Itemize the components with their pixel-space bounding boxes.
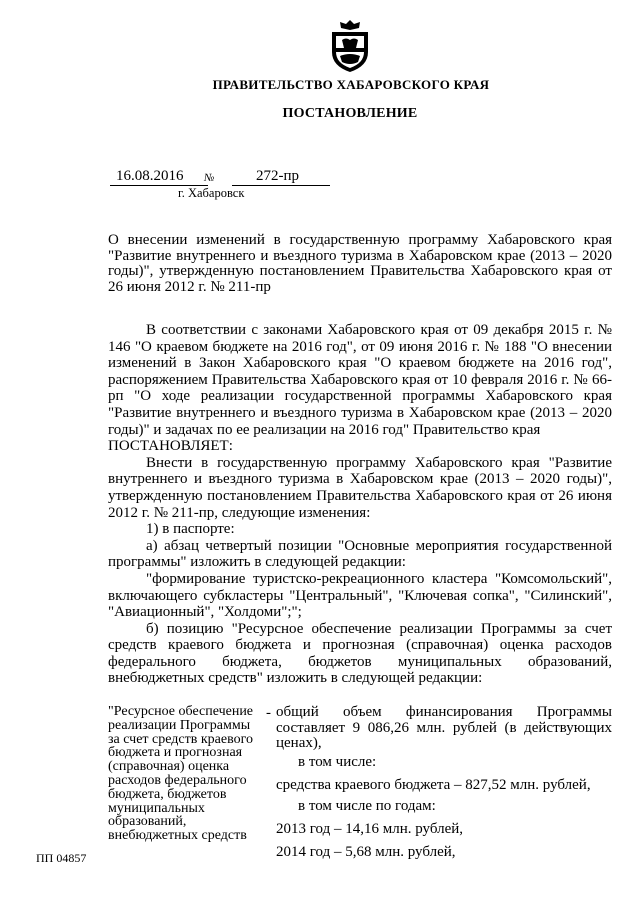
year-2014-line: 2014 год – 5,68 млн. рублей, xyxy=(276,843,456,860)
coat-of-arms-emblem xyxy=(328,18,372,74)
document-city: г. Хабаровск xyxy=(178,186,245,200)
preamble-paragraph: В соответствии с законами Хабаровского края от 09 декабря 2015 г. № 146 "О краевом бюджете на 2016 год", от 09 июня 2016 г. № 188 "О внесении изменений в Закон Хабаровского края "О краевом бюджете на 2016 год", распоряжением Правительства Хабаровского края от 10 февраля 2016 г. № 66-рп "О ходе реализации государственной программы Хабаровского края "Развитие внутреннего и въездного туризма в Хабаровском крае (2013 – 2020 годы)" и задачах по ее реализации на 2016 год" Правительство края xyxy=(108,322,612,438)
document-title: О внесении изменений в государственную программу Хабаровского края "Развитие внутреннего и въездного туризма в Хабаровском крае (2013 – 2020 годы)", утвержденную постановлением Правительства Хабаровского края от 26 июня 2012 г. № 211-пр xyxy=(108,232,612,295)
item-a-paragraph: а) абзац четвертый позиции "Основные мероприятия государственной программы" изложить в следующей редакции: xyxy=(108,537,612,571)
position-name-cell: "Ресурсное обеспечение реализации Программы за счет средств краевого бюджета и прогнозная (справочная) оценка расходов федерального бюджета, бюджетов муниципальных образований, внебюджетных средств xyxy=(108,704,254,844)
document-code: ПП 04857 xyxy=(36,851,87,865)
regional-budget-line: средства краевого бюджета – 827,52 млн. рублей, xyxy=(276,777,591,793)
document-type: ПОСТАНОВЛЕНИЕ xyxy=(282,106,418,121)
position-dash: - xyxy=(266,705,271,721)
number-sign: № xyxy=(204,172,215,184)
document-number: 272-пр xyxy=(232,168,330,186)
item-1-paragraph: 1) в паспорте: xyxy=(146,521,235,538)
total-funding-line: общий объем финансирования Программы составляет 9 086,26 млн. рублей (в действующих ценах), xyxy=(276,704,612,751)
by-years-line: в том числе по годам: xyxy=(298,797,436,814)
document-body xyxy=(108,322,612,687)
amendment-intro-paragraph: Внести в государственную программу Хабаровского края "Развитие внутреннего и въездного туризма в Хабаровском крае (2013 – 2020 годы)", утвержденную постановлением Правительства Хабаровского края от 26 июня 2012 г. № 211-пр, следующие изменения: xyxy=(108,454,612,521)
item-b-paragraph: б) позицию "Ресурсное обеспечение реализации Программы за счет средств краевого бюджета и прогнозная (справочная) оценка расходов федерального бюджета, бюджетов муниципальных образований, внебюджетных средств" изложить в следующей редакции: xyxy=(108,620,612,687)
year-2013-line: 2013 год – 14,16 млн. рублей, xyxy=(276,821,464,837)
position-value-cell xyxy=(276,705,612,860)
quoted-text-paragraph: "формирование туристско-рекреационного кластера "Комсомольский", включающего субкластеры "Центральный", "Ключевая сопка", "Силинский", "Авиационный", "Холдоми";"; xyxy=(108,570,612,621)
authority-name: ПРАВИТЕЛЬСТВО ХАБАРОВСКОГО КРАЯ xyxy=(212,77,490,92)
including-line: в том числе: xyxy=(298,753,377,770)
document-date: 16.08.2016 xyxy=(110,168,208,186)
resolves-heading: ПОСТАНОВЛЯЕТ: xyxy=(108,438,233,455)
